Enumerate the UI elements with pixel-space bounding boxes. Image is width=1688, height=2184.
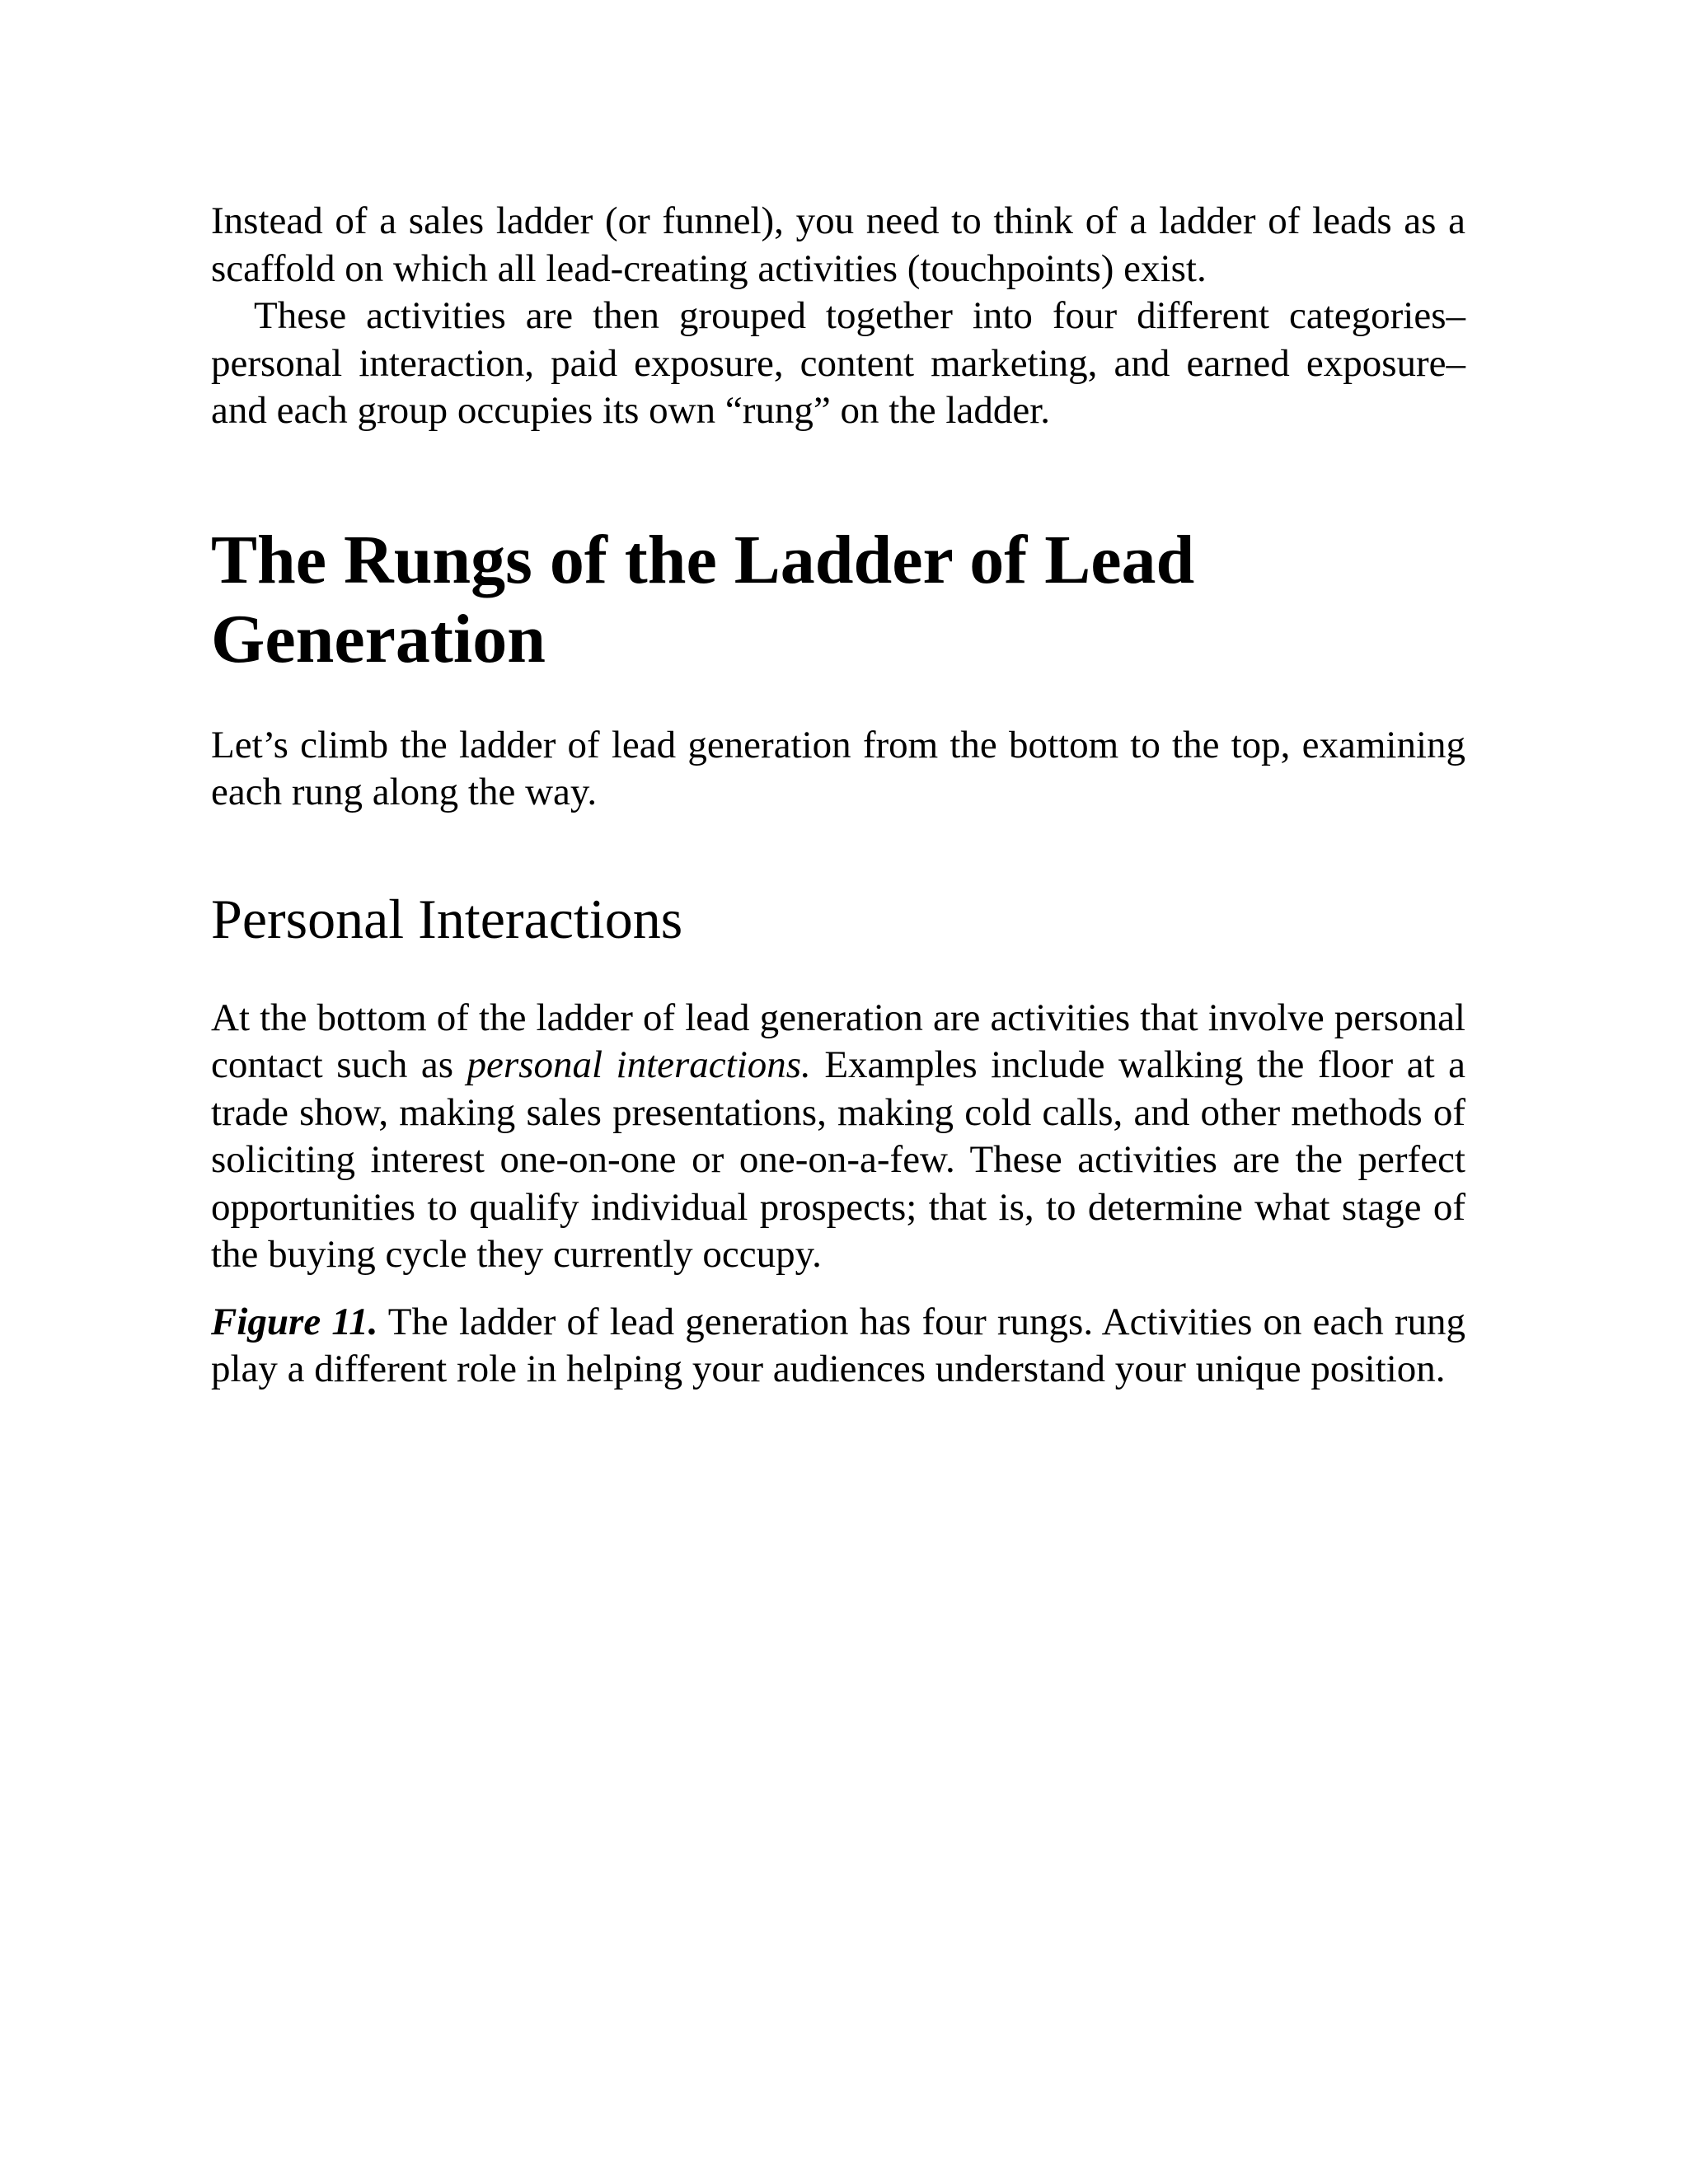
figure-caption <box>211 1299 1465 1394</box>
intro-paragraph: Let’s climb the ladder of lead generation from the bottom to the top, examining each rung along the way. <box>211 723 1465 813</box>
body-text-part-2: Examples include walking the floor at a trade show, making sales presentations, making cold calls, and other methods of soliciting interest one-on-one or one-on-a-few. These activities are the perfect opportunities to qualify individual prospects; that is, to determine what stage of the buying cycle they currently occupy. <box>211 1043 1465 1276</box>
paragraph-four-categories: These activities are then grouped together into four different categories–personal interaction, paid exposure, content marketing, and earned exposure–and each group occupies its own “rung” on the ladder. <box>211 294 1465 432</box>
figure-label: Figure 11. <box>211 1300 378 1343</box>
body-text-emphasis: personal interactions. <box>467 1043 811 1086</box>
chapter-title-line-2: Generation <box>211 600 546 677</box>
page-content <box>211 198 1465 1394</box>
chapter-title <box>211 521 1465 679</box>
body-text-part-1: At the bottom of the ladder of lead generation are activities that involve personal contact such as <box>211 996 1465 1086</box>
body-paragraph-personal-interactions <box>211 995 1465 1279</box>
figure-caption-text: The ladder of lead generation has four rungs. Activities on each rung play a different role in helping your audiences understand your unique position. <box>211 1300 1465 1390</box>
chapter-title-line-1: The Rungs of the Ladder of Lead <box>211 521 1195 598</box>
section-title-personal-interactions: Personal Interactions <box>211 887 683 950</box>
paragraph-sales-ladder: Instead of a sales ladder (or funnel), you need to think of a ladder of leads as a scaffold on which all lead-creating activities (touchpoints) exist. <box>211 199 1465 290</box>
